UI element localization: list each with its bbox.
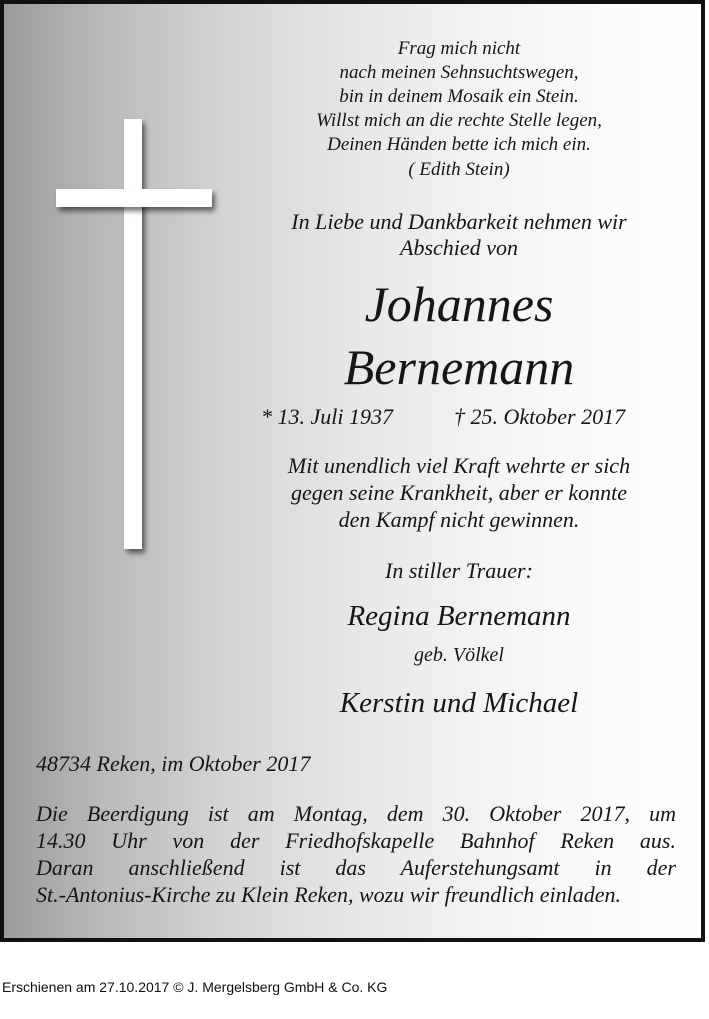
mourner-wife-maiden-name: geb. Völkel (414, 644, 504, 666)
tribute-line: den Kampf nicht gewinnen. (338, 507, 580, 532)
deceased-first-name: Johannes (364, 276, 554, 332)
tribute-line: gegen seine Krankheit, aber er konnte (290, 480, 627, 505)
poem-line: bin in deinem Mosaik ein Stein. (339, 86, 579, 107)
place-and-date: 48734 Reken, im Oktober 2017 (36, 751, 311, 776)
funeral-line: 14.30 Uhr von der Friedhofskapelle Bahnhof Reken aus. (36, 828, 676, 853)
mourning-heading: In stiller Trauer: (385, 558, 533, 583)
poem-author: ( Edith Stein) (408, 159, 510, 180)
mourner-children: Kerstin und Michael (339, 687, 579, 719)
deceased-last-name: Bernemann (343, 339, 575, 395)
funeral-line: Die Beerdigung ist am Montag, dem 30. Oktober 2017, um (36, 801, 676, 826)
cross-vertical-beam (124, 119, 142, 549)
poem-line: Willst mich an die rechte Stelle legen, (316, 110, 602, 131)
poem-line: Deinen Händen bette ich mich ein. (327, 134, 591, 155)
birth-date: * 13. Juli 1937 (261, 404, 393, 429)
funeral-line: Daran anschließend ist das Auferstehungsamt in der (36, 855, 676, 880)
farewell-line: Abschied von (400, 235, 518, 260)
poem-line: nach meinen Sehnsuchtswegen, (339, 62, 579, 83)
cross-horizontal-beam (56, 189, 212, 207)
funeral-line: St.-Antonius-Kirche zu Klein Reken, wozu wir freundlich einladen. (36, 882, 621, 907)
death-date: † 25. Oktober 2017 (454, 404, 626, 429)
publication-footer: Erschienen am 27.10.2017 © J. Mergelsberg GmbH & Co. KG (2, 979, 388, 995)
mourner-wife: Regina Bernemann (347, 600, 571, 632)
poem-line: Frag mich nicht (397, 38, 521, 59)
farewell-line: In Liebe und Dankbarkeit nehmen wir (291, 209, 627, 234)
tribute-line: Mit unendlich viel Kraft wehrte er sich (287, 453, 631, 478)
